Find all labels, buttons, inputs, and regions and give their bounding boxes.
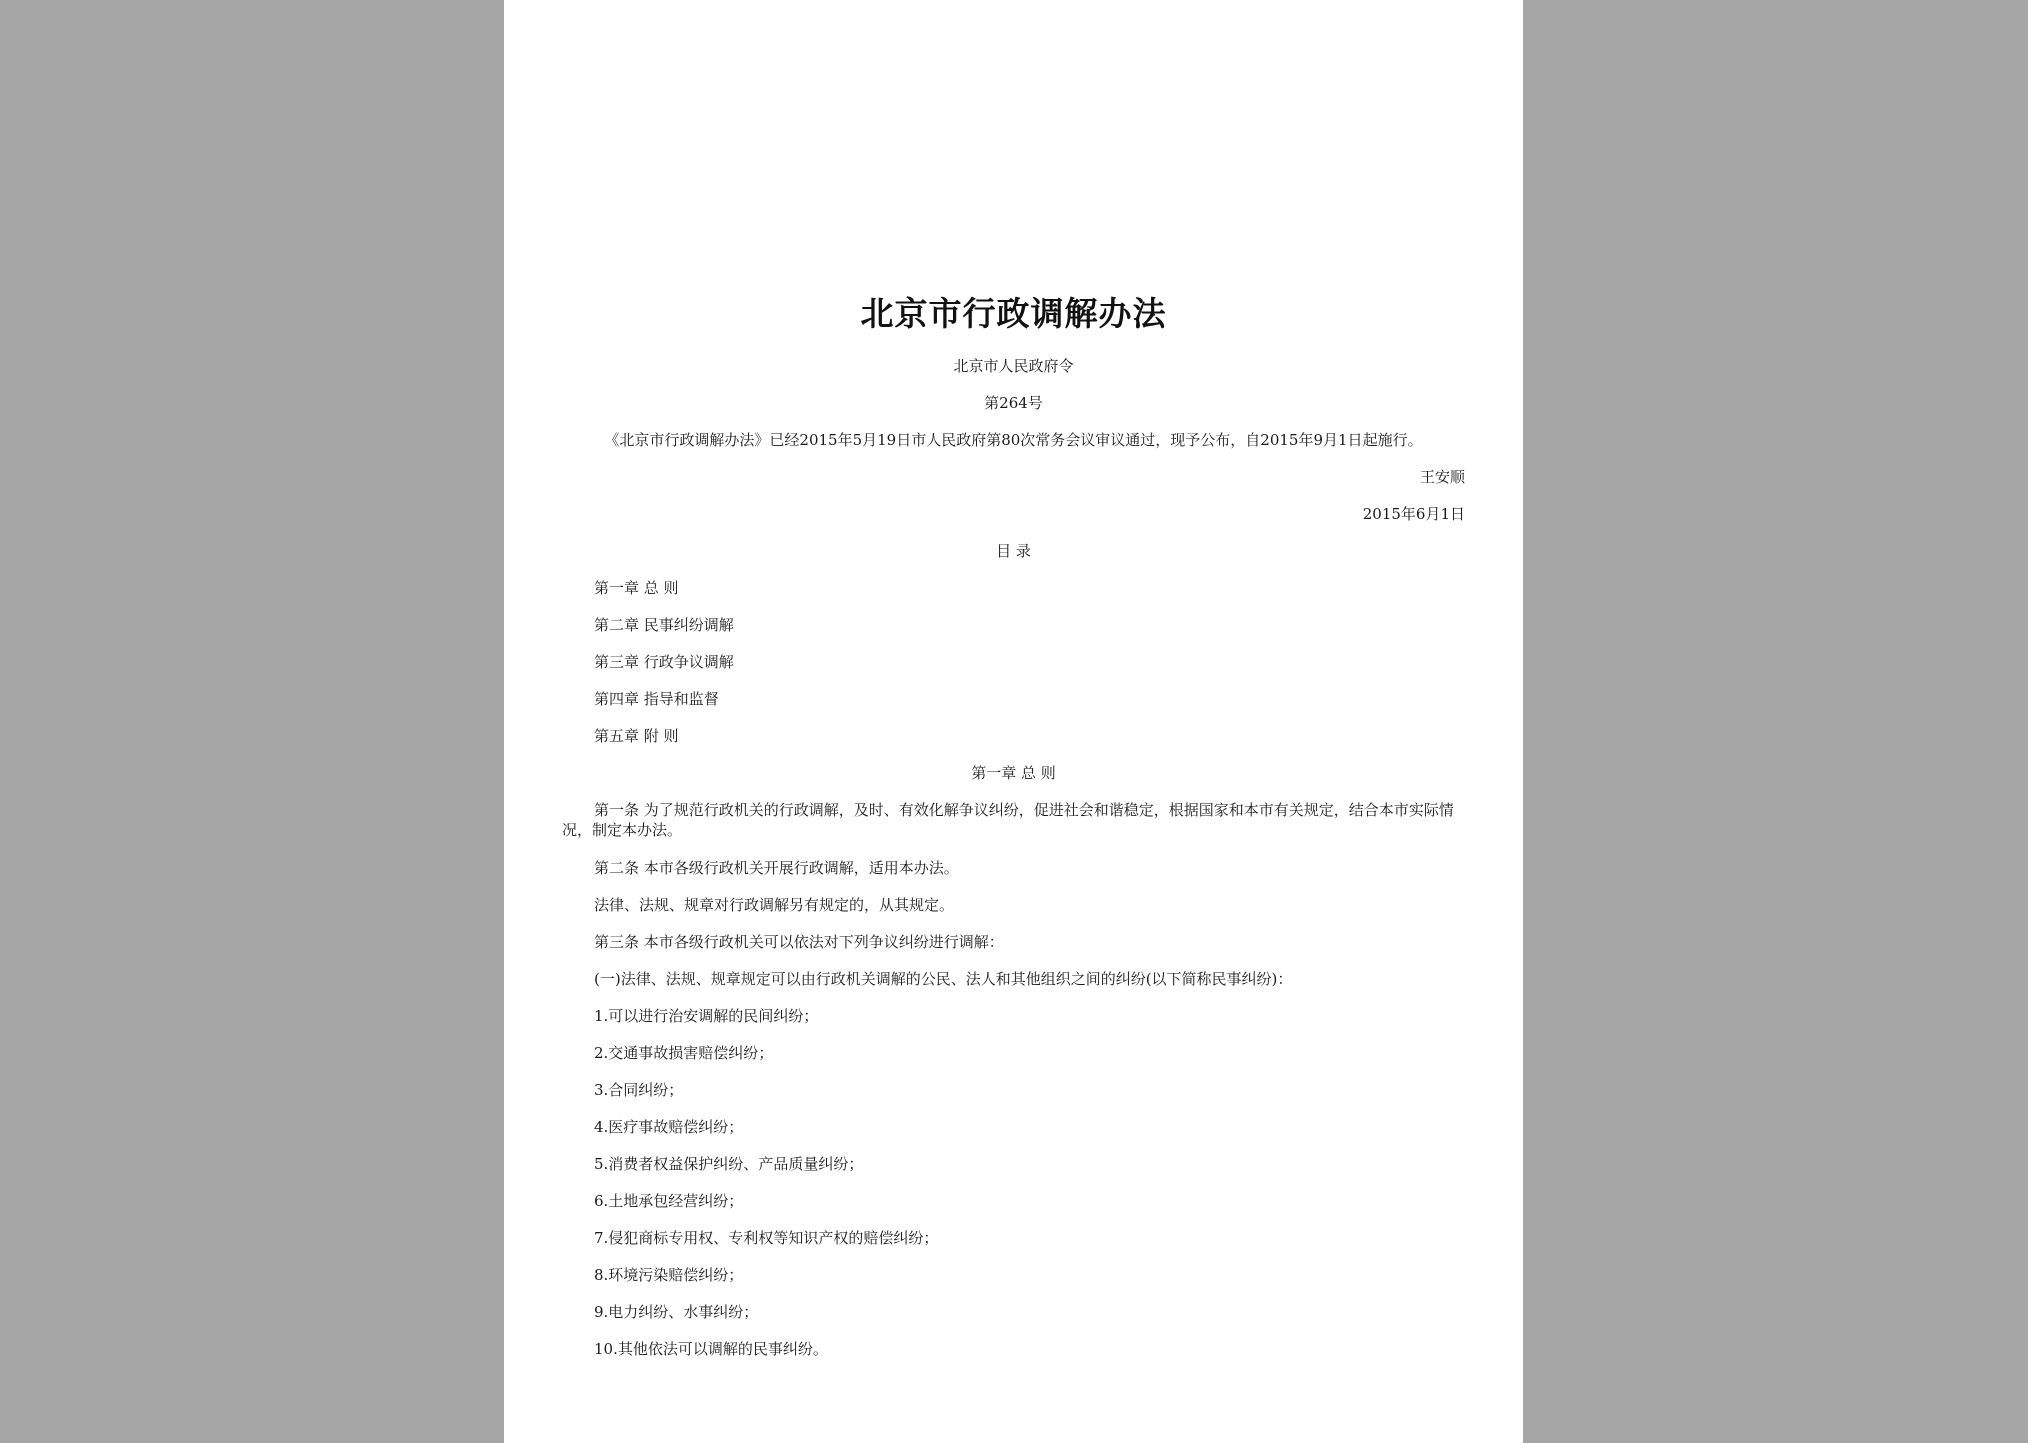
- list-item: 1.可以进行治安调解的民间纠纷；: [594, 1007, 819, 1025]
- signatory: 王安顺: [1419, 468, 1465, 486]
- list-item: 10.其他依法可以调解的民事纠纷。: [594, 1340, 828, 1358]
- list-item: 9.电力纠纷、水事纠纷；: [594, 1303, 759, 1321]
- list-item: 3.合同纠纷；: [594, 1081, 684, 1099]
- article-1: 第一条 为了规范行政机关的行政调解，及时、有效化解争议纠纷，促进社会和谐稳定，根据国家和本市有关规定，结合本市实际情况，制定本办法。: [562, 801, 1454, 839]
- toc-item: 第三章 行政争议调解: [594, 653, 734, 671]
- list-item: 6.土地承包经营纠纷；: [594, 1192, 744, 1210]
- list-item: 8.环境污染赔偿纠纷；: [594, 1266, 744, 1284]
- order-number: 第264号: [984, 394, 1043, 412]
- toc-item: 第四章 指导和监督: [594, 690, 719, 708]
- list-item: 7.侵犯商标专用权、专利权等知识产权的赔偿纠纷；: [594, 1229, 939, 1247]
- article-3: 第三条 本市各级行政机关可以依法对下列争议纠纷进行调解：: [594, 933, 1004, 951]
- list-item: 4.医疗事故赔偿纠纷；: [594, 1118, 744, 1136]
- document-page: [504, 0, 1523, 1443]
- list-item: 5.消费者权益保护纠纷、产品质量纠纷；: [594, 1155, 864, 1173]
- toc-item: 第一章 总 则: [594, 579, 679, 597]
- toc-item: 第五章 附 则: [594, 727, 679, 745]
- toc-item: 第二章 民事纠纷调解: [594, 616, 734, 634]
- issue-date: 2015年6月1日: [1362, 505, 1465, 523]
- article-2-paragraph: 法律、法规、规章对行政调解另有规定的，从其规定。: [594, 896, 955, 914]
- list-item: 2.交通事故损害赔偿纠纷；: [594, 1044, 774, 1062]
- toc-heading: 目 录: [996, 542, 1031, 560]
- document-title: 北京市行政调解办法: [860, 294, 1167, 333]
- issuer-line: 北京市人民政府令: [953, 357, 1074, 375]
- announcement-text: 《北京市行政调解办法》已经2015年5月19日市人民政府第80次常务会议审议通过，现予公布，自2015年9月1日起施行。: [604, 431, 1423, 449]
- article-2: 第二条 本市各级行政机关开展行政调解，适用本办法。: [594, 859, 959, 877]
- article-3-item: (一)法律、法规、规章规定可以由行政机关调解的公民、法人和其他组织之间的纠纷(以下简称民事纠纷)：: [594, 970, 1293, 988]
- chapter-heading: 第一章 总 则: [971, 764, 1056, 782]
